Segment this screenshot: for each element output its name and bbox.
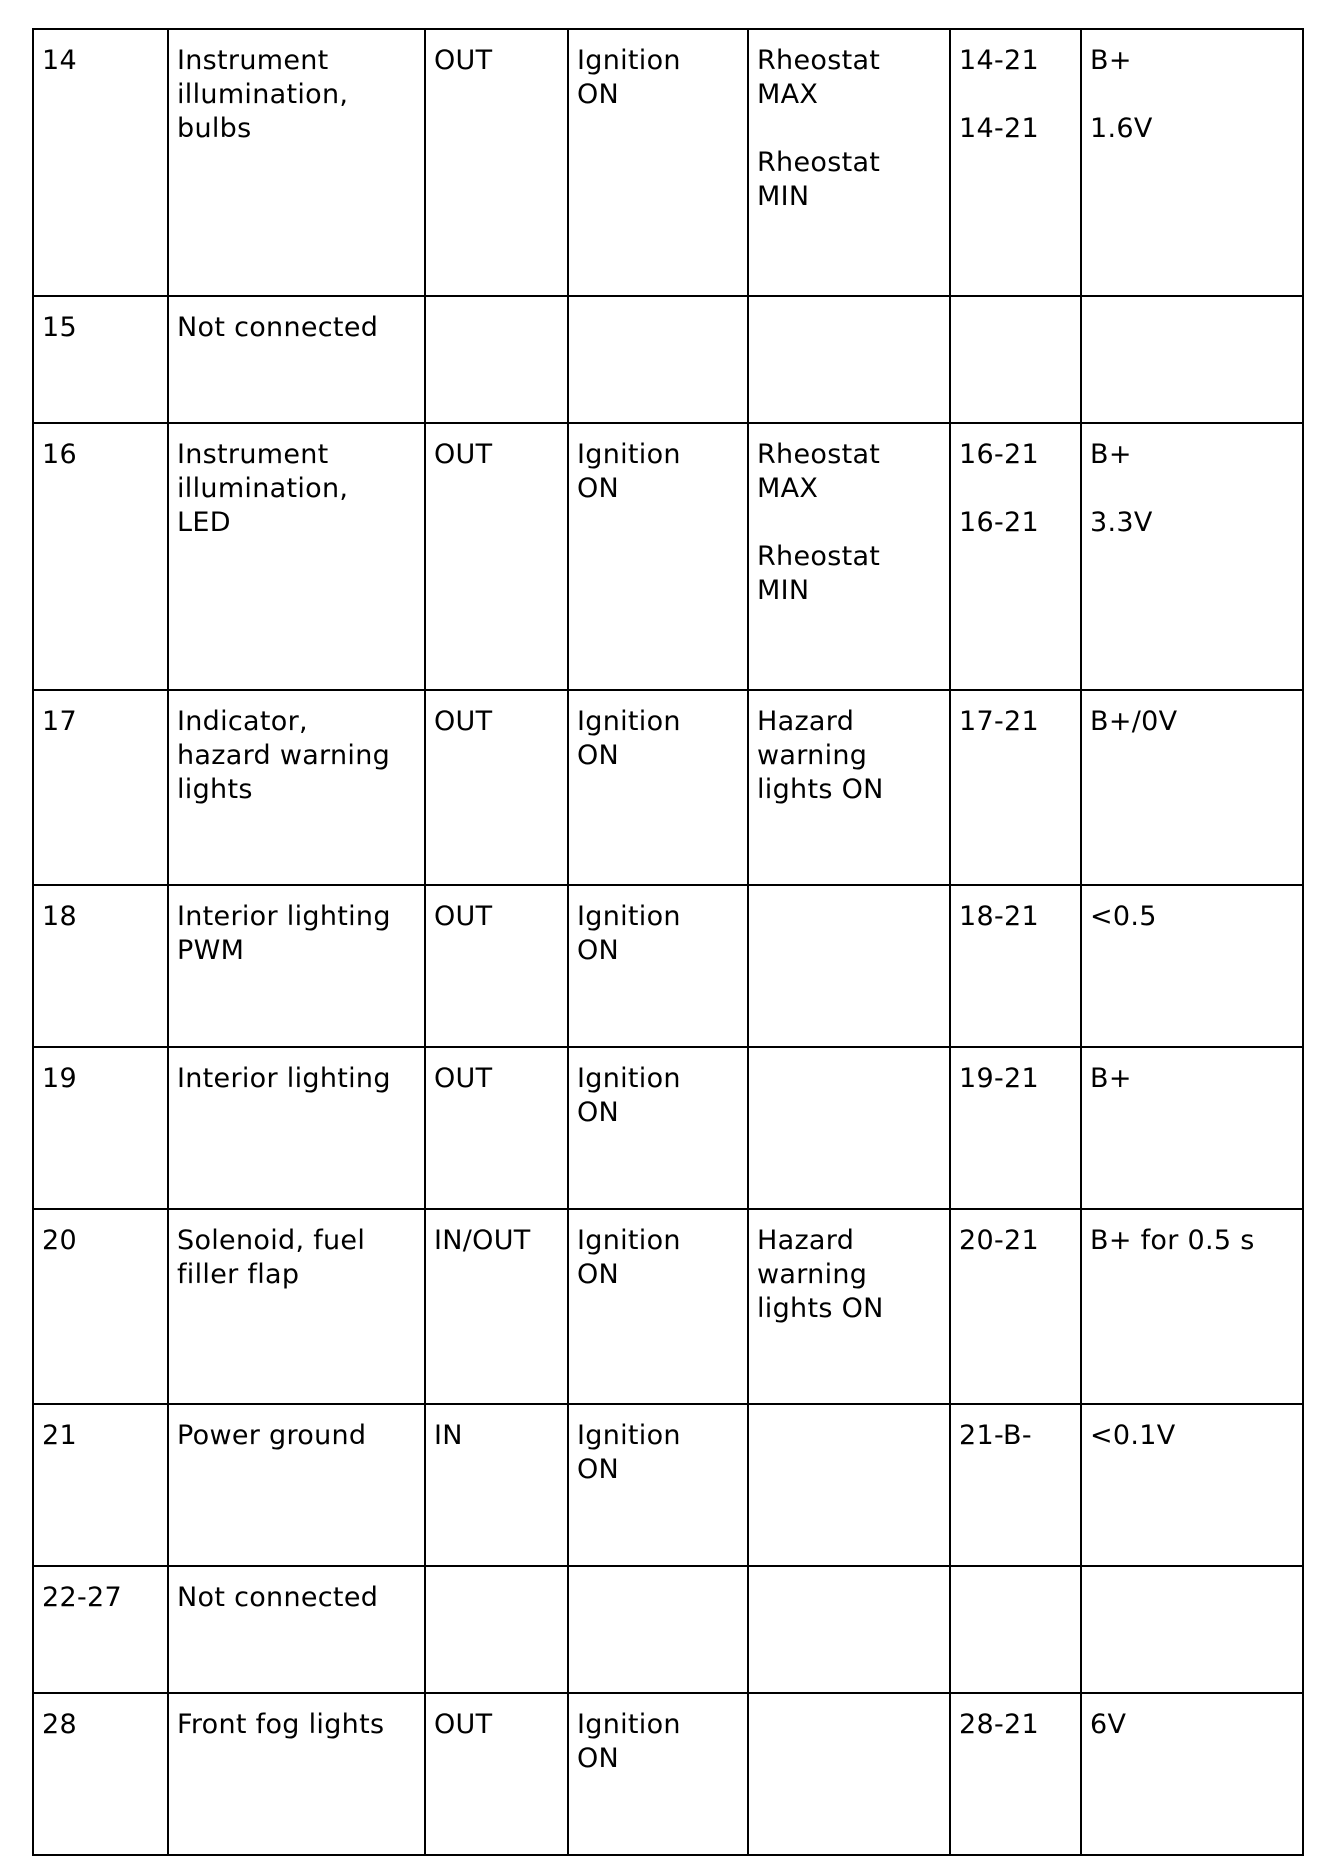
pin-cell: 20: [33, 1209, 168, 1404]
description-cell: Instrument illumination, bulbs: [168, 29, 425, 296]
condition-cell: Ignition ON: [568, 885, 748, 1047]
expected-value-cell: B+ for 0.5 s: [1081, 1209, 1303, 1404]
measure-points-cell: 20-21: [950, 1209, 1081, 1404]
description-cell: Interior lighting PWM: [168, 885, 425, 1047]
direction-cell: [425, 1566, 568, 1693]
action-cell: [748, 1566, 950, 1693]
condition-cell: Ignition ON: [568, 690, 748, 885]
table-row: [33, 1404, 1303, 1566]
measure-points-cell: [950, 1566, 1081, 1693]
description-cell: Indicator, hazard warning lights: [168, 690, 425, 885]
pin-cell: 16: [33, 423, 168, 690]
direction-cell: OUT: [425, 423, 568, 690]
pin-cell: 14: [33, 29, 168, 296]
expected-value-cell: B+/0V: [1081, 690, 1303, 885]
table-row: [33, 296, 1303, 423]
direction-cell: IN/OUT: [425, 1209, 568, 1404]
description-cell: Front fog lights: [168, 1693, 425, 1855]
direction-cell: OUT: [425, 1693, 568, 1855]
table-row: [33, 1693, 1303, 1855]
condition-cell: Ignition ON: [568, 1404, 748, 1566]
action-cell: [748, 1693, 950, 1855]
table-row: [33, 885, 1303, 1047]
measure-points-cell: 28-21: [950, 1693, 1081, 1855]
condition-cell: Ignition ON: [568, 1047, 748, 1209]
description-cell: Solenoid, fuel filler flap: [168, 1209, 425, 1404]
direction-cell: [425, 296, 568, 423]
pin-table: [32, 28, 1304, 1856]
table-row: [33, 423, 1303, 690]
expected-value-cell: [1081, 296, 1303, 423]
action-cell: [748, 1047, 950, 1209]
measure-points-cell: 19-21: [950, 1047, 1081, 1209]
action-cell: Hazard warning lights ON: [748, 690, 950, 885]
measure-points-cell: 18-21: [950, 885, 1081, 1047]
description-cell: Not connected: [168, 1566, 425, 1693]
pin-cell: 21: [33, 1404, 168, 1566]
pin-cell: 28: [33, 1693, 168, 1855]
direction-cell: OUT: [425, 1047, 568, 1209]
table-body: [33, 29, 1303, 1855]
pin-cell: 19: [33, 1047, 168, 1209]
condition-cell: Ignition ON: [568, 423, 748, 690]
measure-points-cell: [950, 296, 1081, 423]
measure-points-cell: 16-21 16-21: [950, 423, 1081, 690]
condition-cell: [568, 296, 748, 423]
description-cell: Not connected: [168, 296, 425, 423]
description-cell: Instrument illumination, LED: [168, 423, 425, 690]
expected-value-cell: <0.1V: [1081, 1404, 1303, 1566]
pin-cell: 18: [33, 885, 168, 1047]
measure-points-cell: 14-21 14-21: [950, 29, 1081, 296]
action-cell: [748, 1404, 950, 1566]
pin-cell: 15: [33, 296, 168, 423]
action-cell: [748, 296, 950, 423]
table-row: [33, 1566, 1303, 1693]
table-row: [33, 1209, 1303, 1404]
direction-cell: OUT: [425, 690, 568, 885]
description-cell: Interior lighting: [168, 1047, 425, 1209]
pin-cell: 17: [33, 690, 168, 885]
condition-cell: Ignition ON: [568, 1209, 748, 1404]
action-cell: Rheostat MAX Rheostat MIN: [748, 423, 950, 690]
condition-cell: [568, 1566, 748, 1693]
action-cell: [748, 885, 950, 1047]
pin-cell: 22-27: [33, 1566, 168, 1693]
direction-cell: OUT: [425, 885, 568, 1047]
table-row: [33, 1047, 1303, 1209]
direction-cell: IN: [425, 1404, 568, 1566]
expected-value-cell: [1081, 1566, 1303, 1693]
measure-points-cell: 17-21: [950, 690, 1081, 885]
condition-cell: Ignition ON: [568, 1693, 748, 1855]
expected-value-cell: B+: [1081, 1047, 1303, 1209]
expected-value-cell: 6V: [1081, 1693, 1303, 1855]
action-cell: Hazard warning lights ON: [748, 1209, 950, 1404]
table-row: [33, 690, 1303, 885]
table-row: [33, 29, 1303, 296]
expected-value-cell: B+ 1.6V: [1081, 29, 1303, 296]
description-cell: Power ground: [168, 1404, 425, 1566]
measure-points-cell: 21-B-: [950, 1404, 1081, 1566]
expected-value-cell: B+ 3.3V: [1081, 423, 1303, 690]
expected-value-cell: <0.5: [1081, 885, 1303, 1047]
action-cell: Rheostat MAX Rheostat MIN: [748, 29, 950, 296]
direction-cell: OUT: [425, 29, 568, 296]
condition-cell: Ignition ON: [568, 29, 748, 296]
